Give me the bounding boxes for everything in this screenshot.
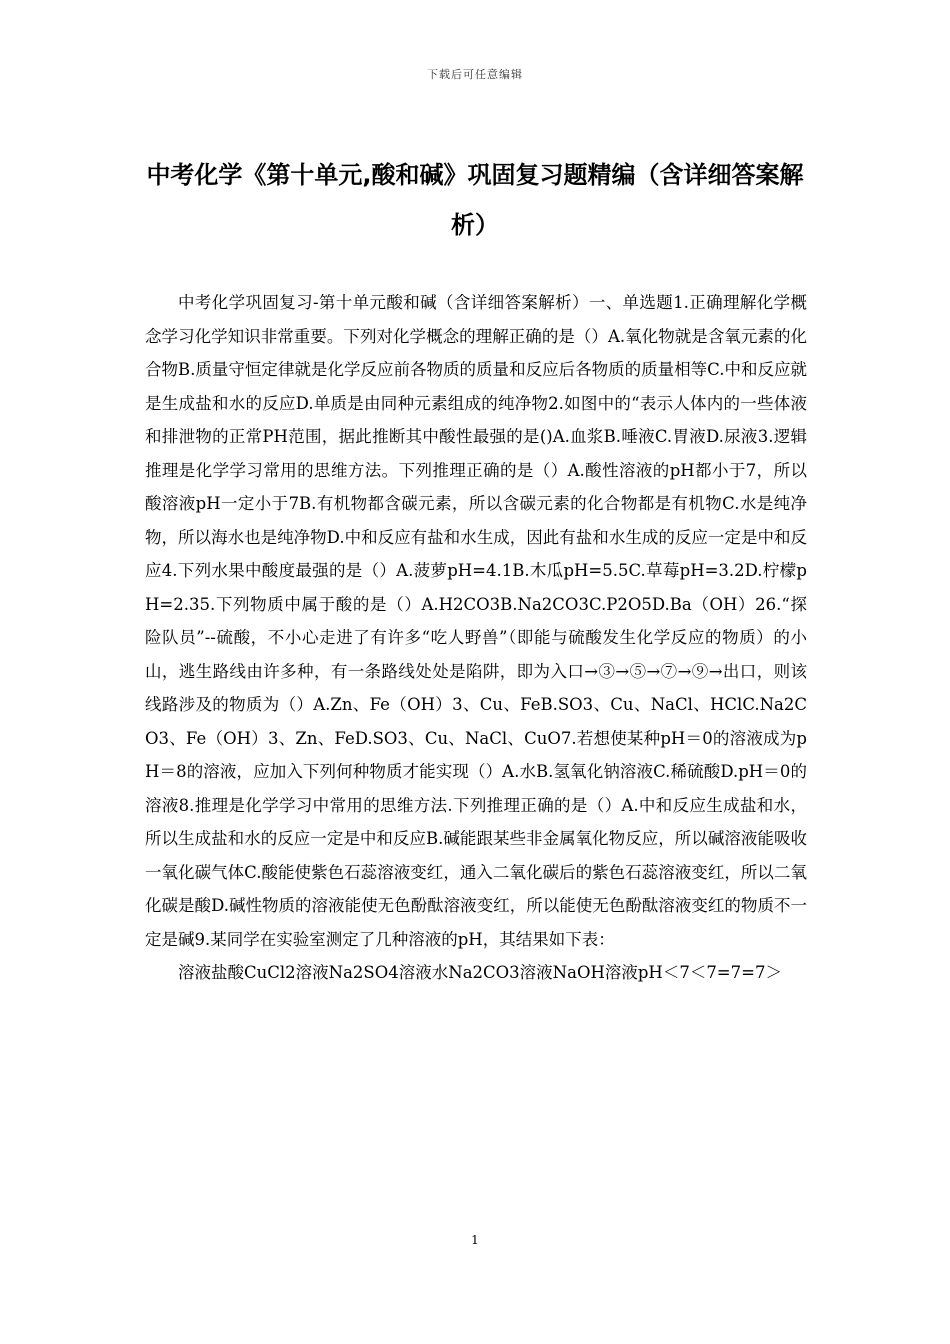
question-paragraph: 中考化学巩固复习-第十单元酸和碱（含详细答案解析）一、单选题1.正确理解化学概念学习化学知识非常重要。下列对化学概念的理解正确的是（）A.氧化物就是含氧元素的化合物B.质量守恒定律就是化学反应前各物质的质量和反应后各物质的质量相等C.中和反应就是生成盐和水的反应D.单质是由同种元素组成的纯净物2.如图中的“表示人体内的一些体液和排泄物的正常PH范围，据此推断其中酸性最强的是()A.血浆B.唾液C.胃液D.尿液3.逻辑推理是化学学习常用的思维方法。下列推理正确的是（）A.酸性溶液的pH都小于7，所以酸溶液pH一定小于7B.有机物都含碳元素，所以含碳元素的化合物都是有机物C.水是纯净物，所以海水也是纯净物D.中和反应有盐和水生成，因此有盐和水生成的反应一定是中和反应4.下列水果中酸度最强的是（）A.菠萝pH=4.1B.木瓜pH=5.5C.草莓pH=3.2D.柠檬pH=2.35.下列物质中属于酸的是（）A.H2CO3B.Na2CO3C.P2O5D.Ba（OH）26.“探险队员”--硫酸，不小心走进了有许多“吃人野兽”（即能与硫酸发生化学反应的物质）的小山，逃生路线由许多种，有一条路线处处是陷阱，即为入口→③→⑤→⑦→⑨→出口，则该线路涉及的物质为（）A.Zn、Fe（OH）3、Cu、FeB.SO3、Cu、NaCl、HClC.Na2CO3、Fe（OH）3、Zn、FeD.SO3、Cu、NaCl、CuO7.若想使某种pH＝0的溶液成为pH＝8的溶液，应加入下列何种物质才能实现（）A.水B.氢氧化钠溶液C.稀硫酸D.pH＝0的溶液8.推理是化学学习中常用的思维方法.下列推理正确的是（）A.中和反应生成盐和水，所以生成盐和水的反应一定是中和反应B.碱能跟某些非金属氧化物反应，所以碱溶液能吸收一氧化碳气体C.酸能使紫色石蕊溶液变红，通入二氧化碳后的紫色石蕊溶液变红，所以二氧化碳是酸D.碱性物质的溶液能使无色酚酞溶液变红，所以能使无色酚酞溶液变红的物质不一定是碱9.某同学在实验室测定了几种溶液的pH，其结果如下表： <box>145 293 807 949</box>
table-paragraph: 溶液盐酸CuCl2溶液Na2SO4溶液水Na2CO3溶液NaOH溶液pH＜7＜7=7=7＞ <box>178 963 782 982</box>
header-note: 下载后可任意编辑 <box>427 68 523 81</box>
page-number: 1 <box>471 1233 479 1247</box>
document-body <box>145 286 807 990</box>
document-title: 中考化学《第十单元,酸和碱》巩固复习题精编（含详细答案解析） <box>146 161 804 239</box>
